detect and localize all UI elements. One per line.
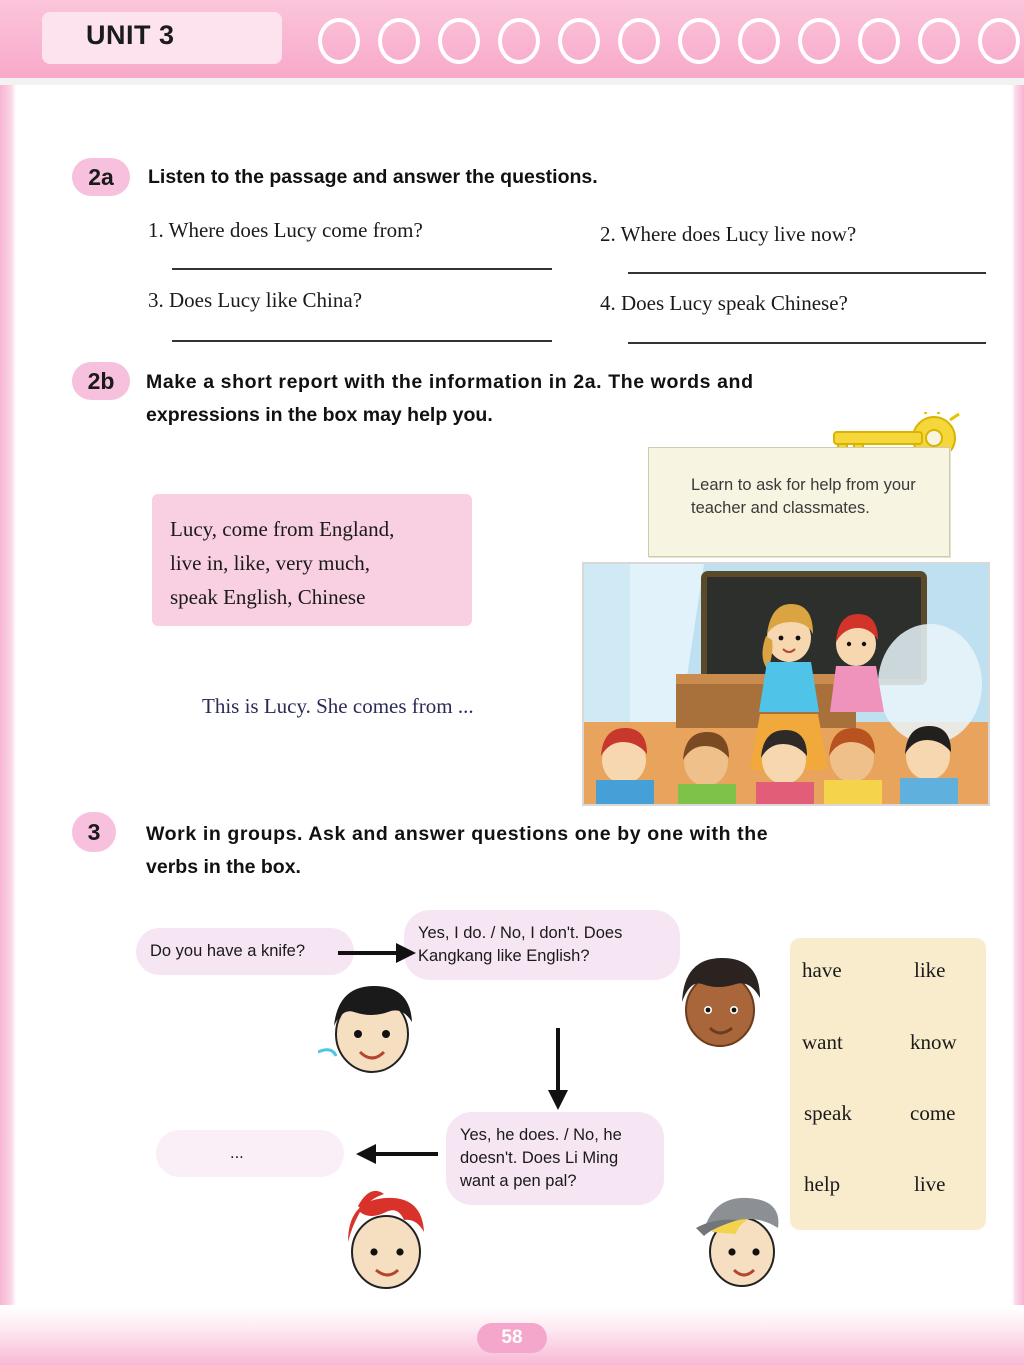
page-number: 58 [477, 1323, 547, 1353]
speech-bubble-3-text: Yes, he does. / No, he doesn't. Does Li Ming want a pen pal? [460, 1126, 622, 1190]
left-page-edge [0, 85, 16, 1305]
answer-line-1[interactable] [172, 268, 552, 270]
section-number-3: 3 [72, 812, 116, 852]
question-1: 1. Where does Lucy come from? [148, 218, 423, 242]
speech-bubble-2-text: Yes, I do. / No, I don't. Does Kangkang like English? [418, 924, 623, 965]
unit-title: UNIT 3 [86, 20, 175, 50]
section-instruction-2b-line1: Make a short report with the information in 2a. The words and [146, 371, 754, 393]
section-instruction-2a: Listen to the passage and answer the questions. [148, 166, 598, 188]
verb-speak: speak [804, 1101, 852, 1125]
arrow-head-left [356, 1142, 376, 1166]
avatar-boy-black-hair [318, 978, 426, 1078]
verb-live: live [914, 1172, 946, 1196]
sample-sentence: This is Lucy. She comes from ... [202, 694, 474, 718]
verb-come: come [910, 1101, 956, 1125]
arrow-right-1 [338, 951, 402, 955]
classroom-illustration [582, 562, 990, 806]
wordbox-line-3: speak English, Chinese [170, 585, 366, 609]
section-instruction-3-line1: Work in groups. Ask and answer questions one by one with the [146, 823, 769, 845]
avatar-boy-with-cap [686, 1180, 796, 1292]
answer-line-2[interactable] [628, 272, 986, 274]
speech-bubble-4 [170, 1142, 330, 1165]
speech-bubble-3 [460, 1124, 650, 1193]
avatar-girl-dark-skin [668, 952, 772, 1054]
tip-note-text: Learn to ask for help from your teacher and classmates. [691, 476, 916, 517]
avatar-girl-red-hair [330, 1186, 440, 1294]
verb-help: help [804, 1172, 841, 1196]
wordbox-2b [152, 494, 472, 626]
section-number-2a: 2a [72, 158, 130, 196]
speech-bubble-2 [418, 922, 666, 968]
speech-bubble-1-text: Do you have a knife? [150, 942, 306, 960]
verb-like: like [914, 958, 946, 982]
page-header-band [0, 0, 1024, 78]
verb-know: know [910, 1030, 957, 1054]
speech-bubble-1 [150, 940, 340, 963]
speech-bubble-4-text: ... [230, 1144, 244, 1162]
question-4: 4. Does Lucy speak Chinese? [600, 291, 848, 315]
tip-note [648, 447, 950, 557]
section-instruction-2b-line2: expressions in the box may help you. [146, 404, 493, 426]
wordbox-line-2: live in, like, very much, [170, 551, 371, 575]
section-number-2b: 2b [72, 362, 130, 400]
binder-rings [310, 10, 1024, 66]
arrow-head-right-1 [396, 941, 416, 965]
answer-line-4[interactable] [628, 342, 986, 344]
question-2: 2. Where does Lucy live now? [600, 222, 857, 246]
arrow-head-down [546, 1090, 570, 1112]
answer-line-3[interactable] [172, 340, 552, 342]
right-page-edge [1012, 85, 1024, 1305]
question-3: 3. Does Lucy like China? [148, 288, 363, 312]
header-divider [0, 78, 1024, 85]
arrow-down-line [556, 1028, 560, 1098]
wordbox-line-1: Lucy, come from England, [170, 517, 395, 541]
verb-want: want [802, 1030, 843, 1054]
arrow-left-line [374, 1152, 438, 1156]
section-instruction-3-line2: verbs in the box. [146, 856, 301, 878]
verbs-box [790, 938, 986, 1230]
verb-have: have [802, 958, 842, 982]
